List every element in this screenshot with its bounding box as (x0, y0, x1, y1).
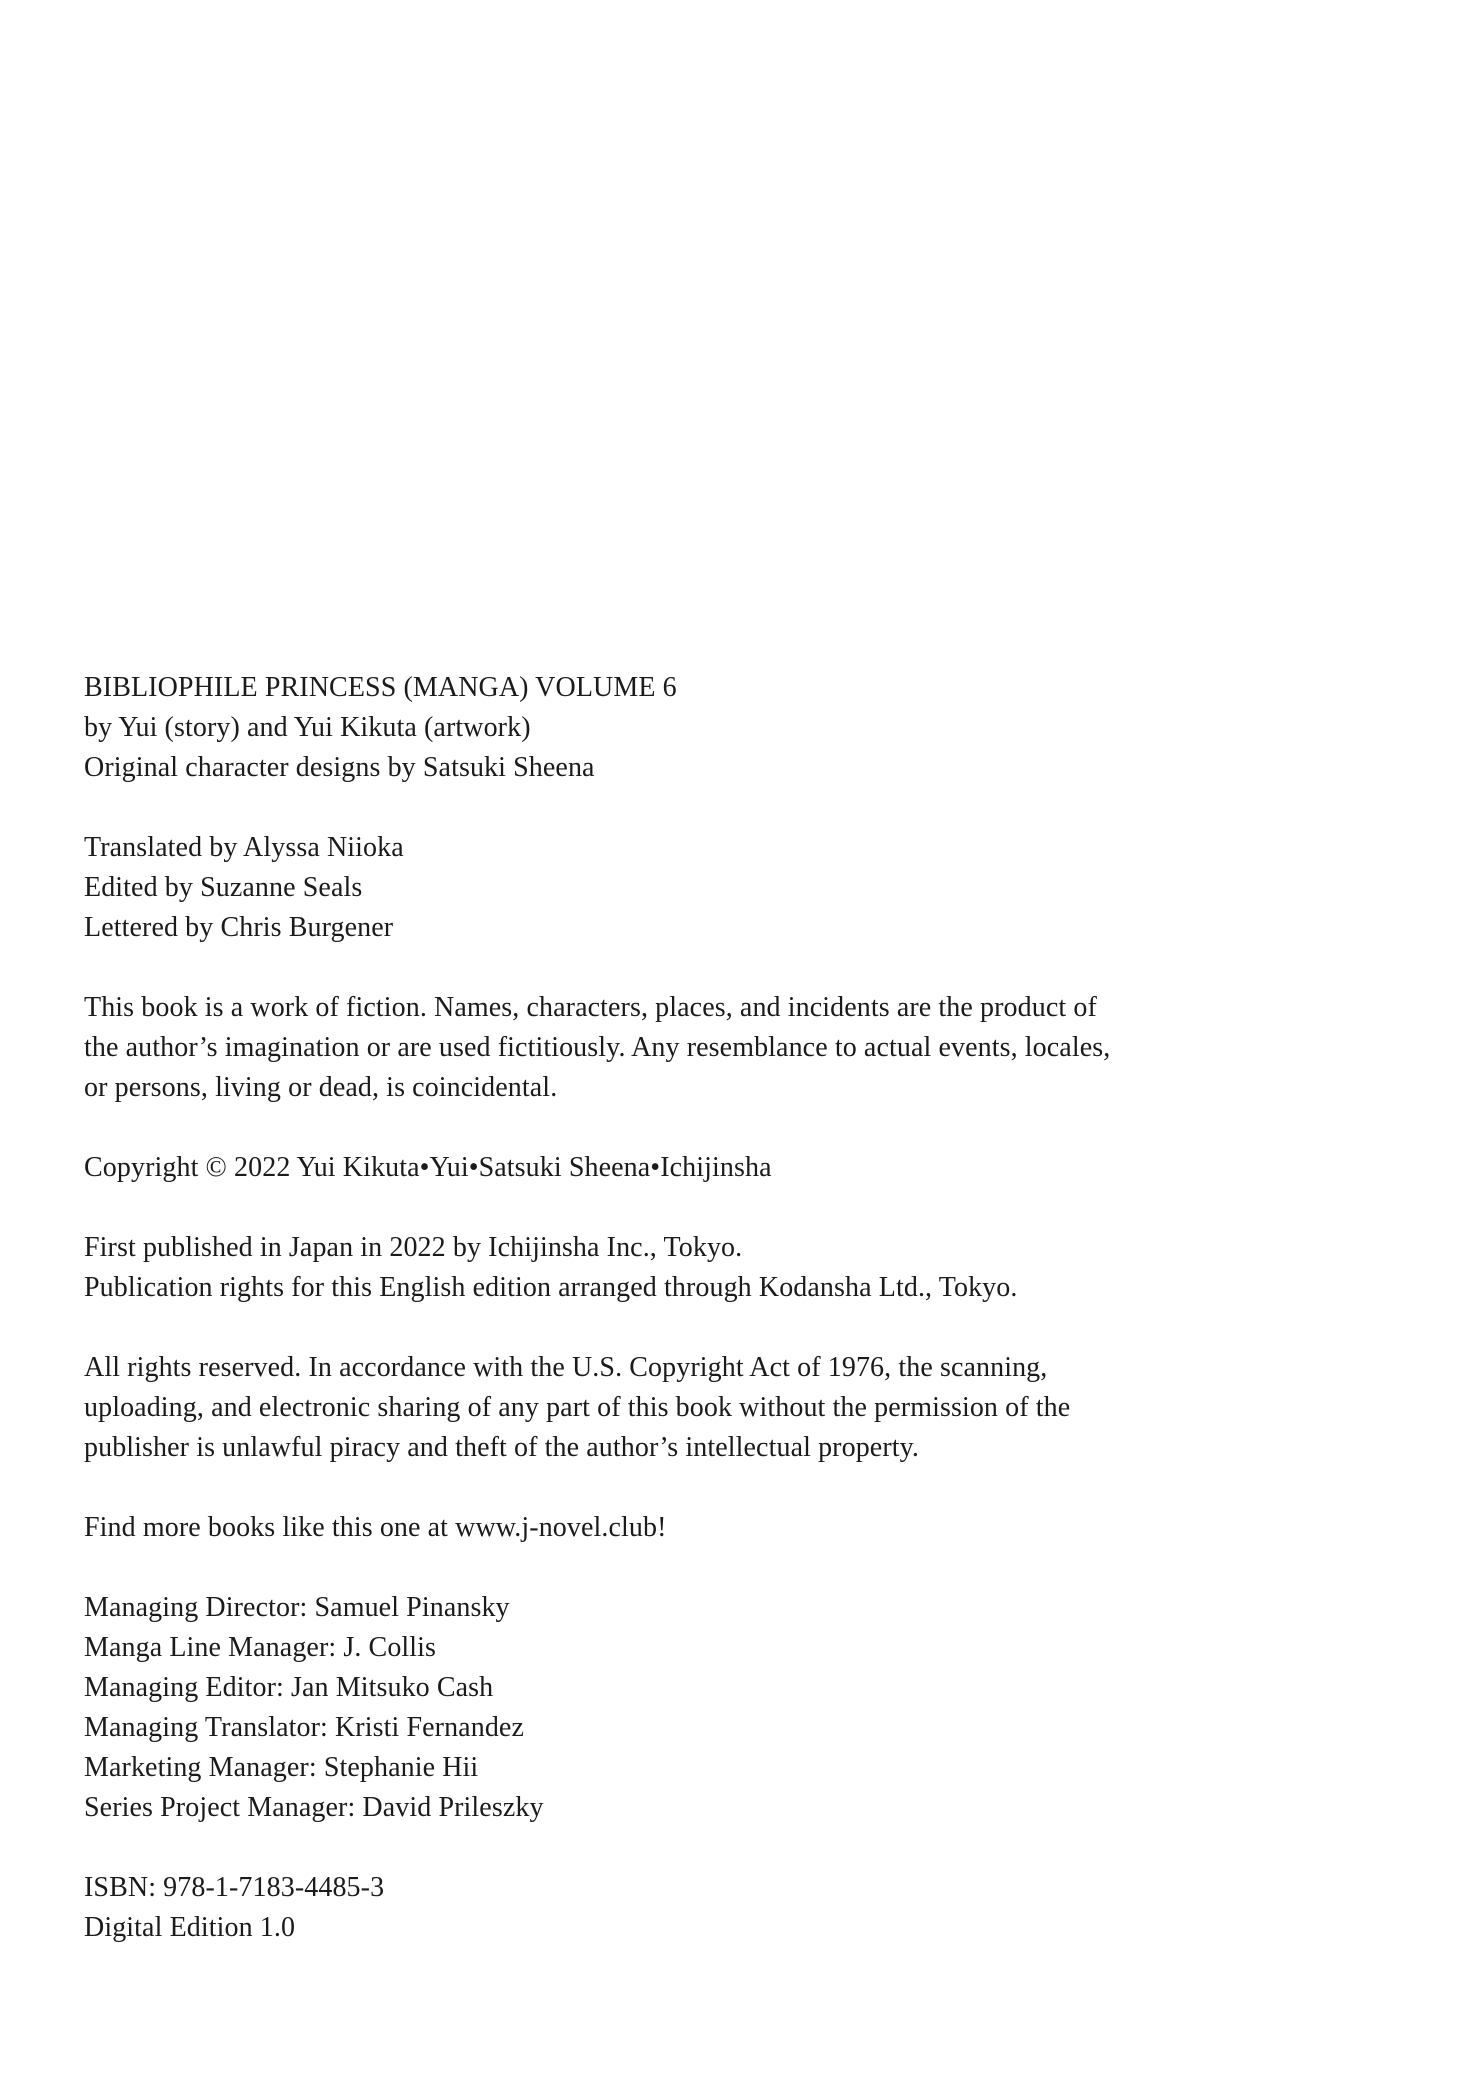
find-more-line: Find more books like this one at www.j-novel.club! (84, 1512, 667, 1543)
copyright-block (84, 1148, 1417, 1188)
fiction-disclaimer-line: This book is a work of fiction. Names, characters, places, and incidents are the product of (84, 992, 1097, 1023)
publication-block (84, 1228, 1417, 1308)
fiction-disclaimer-line: the author’s imagination or are used fictitiously. Any resemblance to actual events, locales, (84, 1032, 1111, 1063)
fiction-disclaimer (84, 988, 1417, 1108)
translator-credit: Translated by Alyssa Niioka (84, 832, 404, 863)
letterer-credit: Lettered by Chris Burgener (84, 912, 394, 943)
rights-notice-line: uploading, and electronic sharing of any part of this book without the permission of the (84, 1392, 1071, 1423)
staff-credit: Manga Line Manager: J. Collis (84, 1632, 437, 1663)
staff-credit: Managing Translator: Kristi Fernandez (84, 1712, 524, 1743)
rights-notice-line: All rights reserved. In accordance with the U.S. Copyright Act of 1976, the scanning, (84, 1352, 1048, 1383)
fiction-disclaimer-line: or persons, living or dead, is coincidental. (84, 1072, 558, 1103)
first-published-line: First published in Japan in 2022 by Ichijinsha Inc., Tokyo. (84, 1232, 743, 1263)
byline: by Yui (story) and Yui Kikuta (artwork) (84, 712, 531, 743)
localization-credits-block (84, 828, 1417, 948)
find-more-block (84, 1508, 1417, 1548)
edition-line: Digital Edition 1.0 (84, 1912, 296, 1943)
title-block (84, 668, 1417, 788)
isbn-line: ISBN: 978-1-7183-4485-3 (84, 1872, 385, 1903)
editor-credit: Edited by Suzanne Seals (84, 872, 363, 903)
staff-credit: Managing Director: Samuel Pinansky (84, 1592, 510, 1623)
isbn-block (84, 1868, 1417, 1948)
publication-rights-line: Publication rights for this English edition arranged through Kodansha Ltd., Tokyo. (84, 1272, 1018, 1303)
rights-notice-line: publisher is unlawful piracy and theft of the author’s intellectual property. (84, 1432, 920, 1463)
staff-credit: Series Project Manager: David Prileszky (84, 1792, 544, 1823)
staff-credits-block (84, 1588, 1417, 1828)
staff-credit: Marketing Manager: Stephanie Hii (84, 1752, 479, 1783)
copyright-line: Copyright © 2022 Yui Kikuta•Yui•Satsuki Sheena•Ichijinsha (84, 1152, 772, 1183)
book-title: BIBLIOPHILE PRINCESS (MANGA) VOLUME 6 (84, 672, 677, 703)
rights-notice (84, 1348, 1417, 1468)
staff-credit: Managing Editor: Jan Mitsuko Cash (84, 1672, 494, 1703)
character-design-credit: Original character designs by Satsuki Sheena (84, 752, 595, 783)
